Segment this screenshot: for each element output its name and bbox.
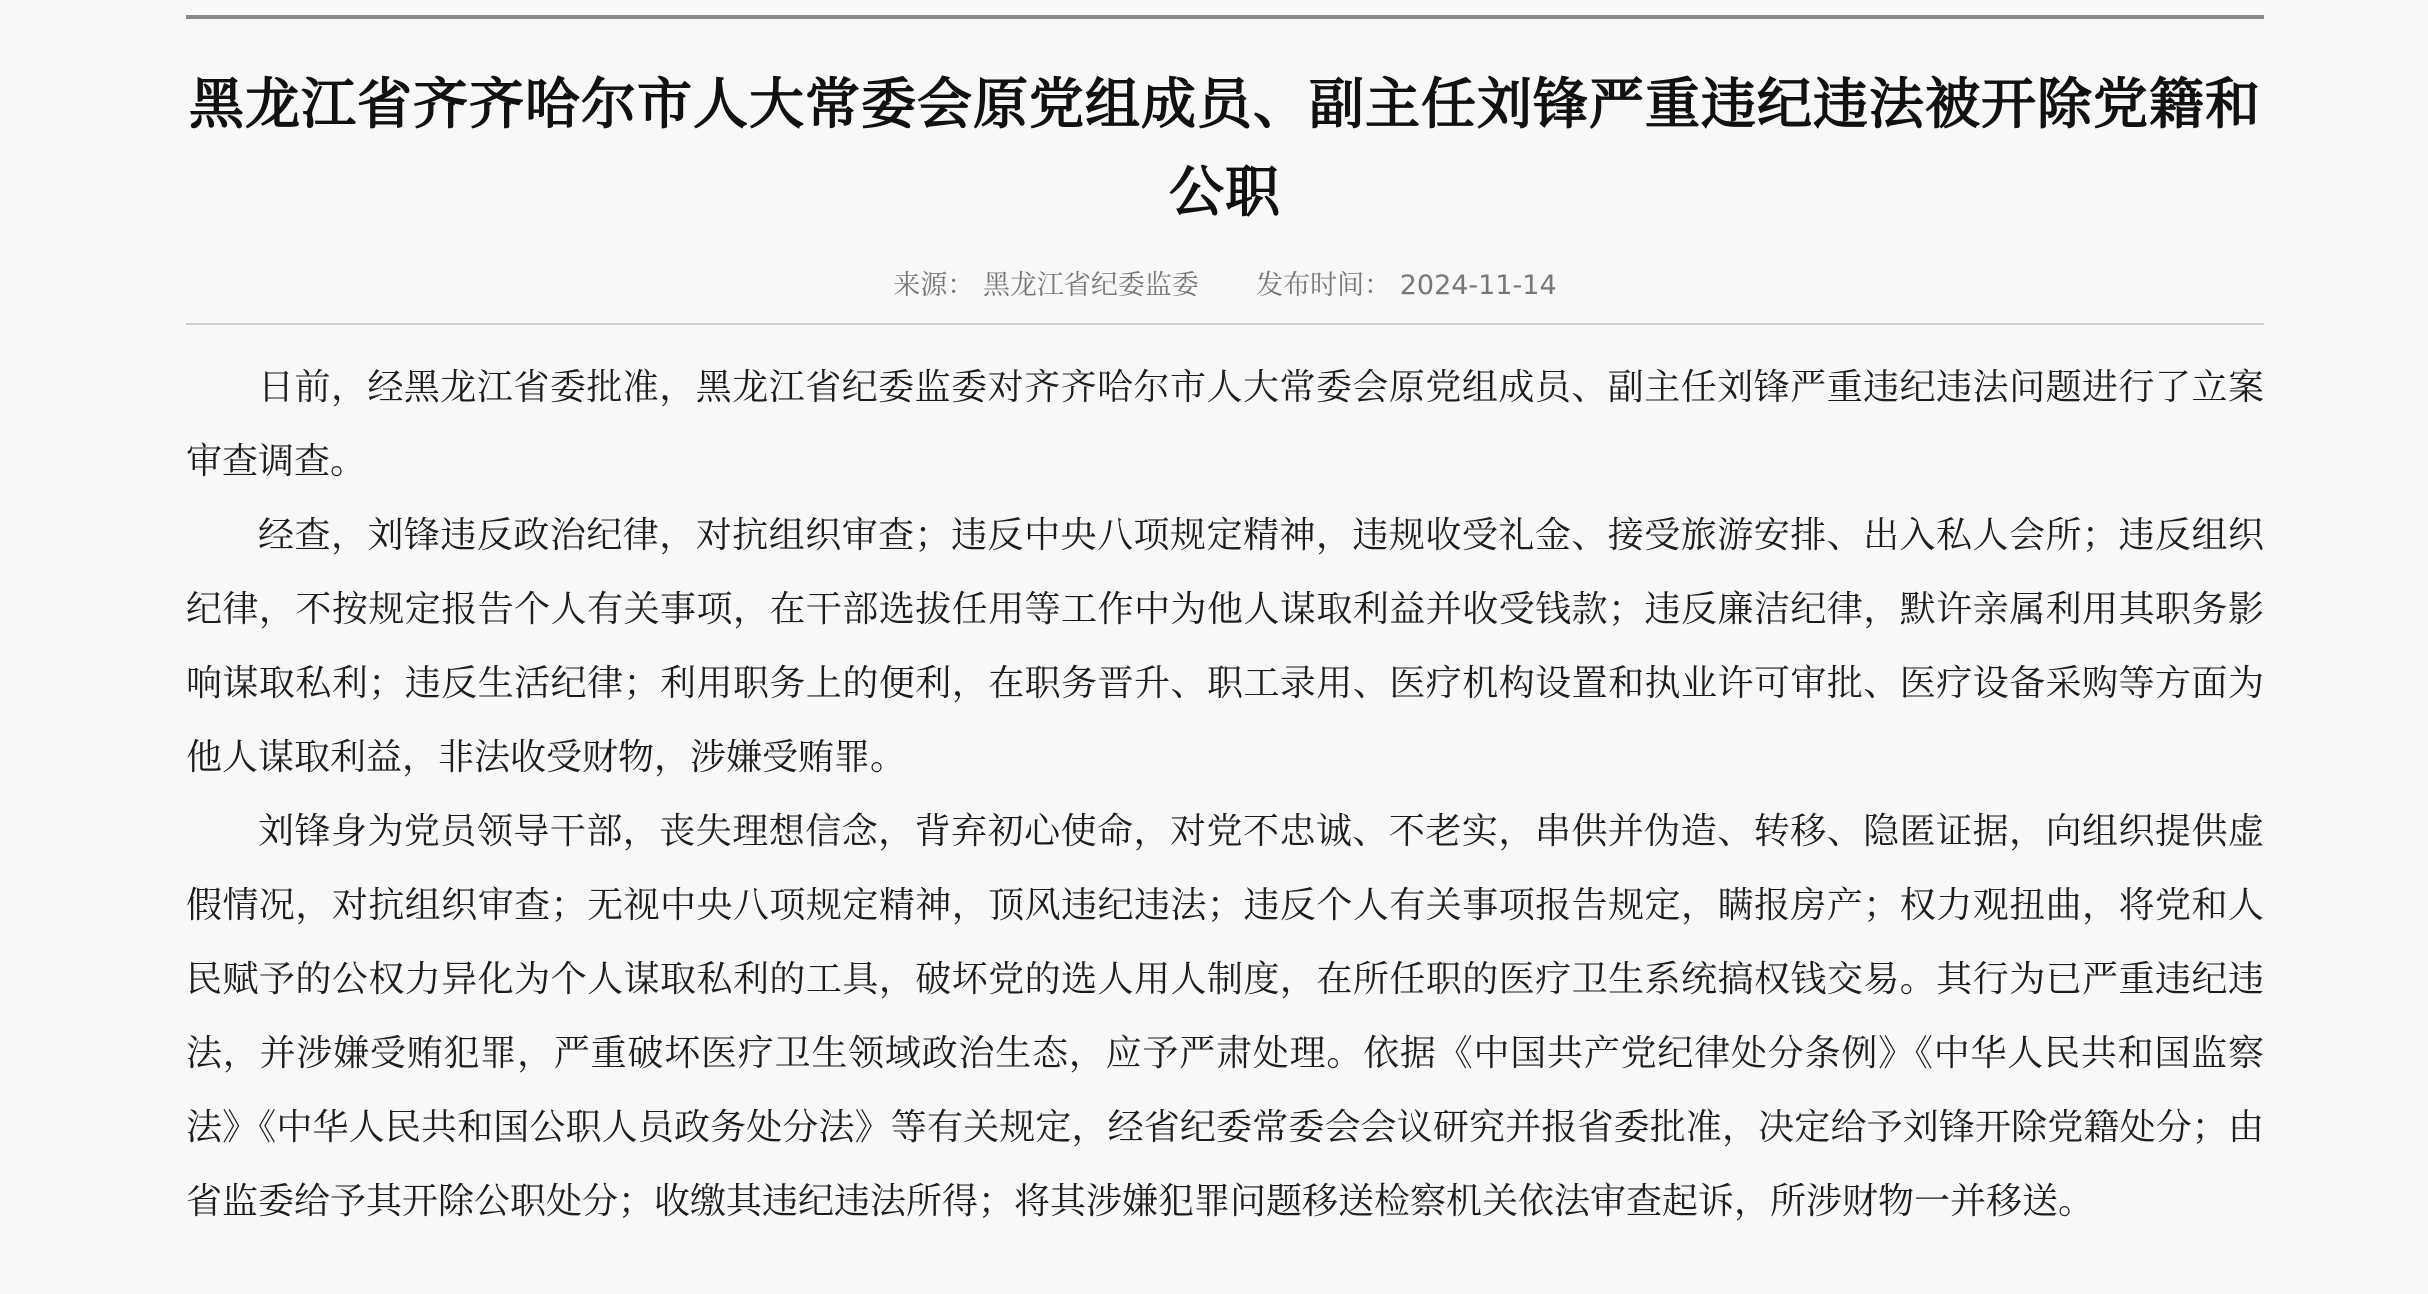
title-divider xyxy=(186,323,2264,325)
top-rule xyxy=(186,15,2264,19)
source-value: 黑龙江省纪委监委 xyxy=(982,270,1199,301)
source-label: 来源： xyxy=(893,270,975,301)
article-body xyxy=(186,351,2264,1239)
date-value: 2024-11-14 xyxy=(1399,270,1557,301)
paragraph-1: 日前，经黑龙江省委批准，黑龙江省纪委监委对齐齐哈尔市人大常委会原党组成员、副主任刘锋严重违纪违法问题进行了立案审查调查。 xyxy=(186,367,2264,482)
paragraph-3: 刘锋身为党员领导干部，丧失理想信念，背弃初心使命，对党不忠诚、不老实，串供并伪造、转移、隐匿证据，向组织提供虚假情况，对抗组织审查；无视中央八项规定精神，顶风违纪违法；违反个人有关事项报告规定，瞒报房产；权力观扭曲，将党和人民赋予的公权力异化为个人谋取私利的工具，破坏党的选人用人制度，在所任职的医疗卫生系统搞权钱交易。其行为已严重违纪违法，并涉嫌受贿犯罪，严重破坏医疗卫生领域政治生态，应予严肃处理。依据《中国共产党纪律处分条例》《中华人民共和国监察法》《中华人民共和国公职人员政务处分法》等有关规定，经省纪委常委会会议研究并报省委批准，决定给予刘锋开除党籍处分；由省监委给予其开除公职处分；收缴其违纪违法所得；将其涉嫌犯罪问题移送检察机关依法审查起诉，所涉财物一并移送。 xyxy=(186,811,2264,1222)
paragraph-2: 经查，刘锋违反政治纪律，对抗组织审查；违反中央八项规定精神，违规收受礼金、接受旅游安排、出入私人会所；违反组织纪律，不按规定报告个人有关事项，在干部选拔任用等工作中为他人谋取利益并收受钱款；违反廉洁纪律，默许亲属利用其职务影响谋取私利；违反生活纪律；利用职务上的便利，在职务晋升、职工录用、医疗机构设置和执业许可审批、医疗设备采购等方面为他人谋取利益，非法收受财物，涉嫌受贿罪。 xyxy=(186,515,2264,778)
article-title: 黑龙江省齐齐哈尔市人大常委会原党组成员、副主任刘锋严重违纪违法被开除党籍和公职 xyxy=(188,72,2261,224)
article-meta xyxy=(186,264,2264,308)
date-label: 发布时间： xyxy=(1256,270,1392,301)
